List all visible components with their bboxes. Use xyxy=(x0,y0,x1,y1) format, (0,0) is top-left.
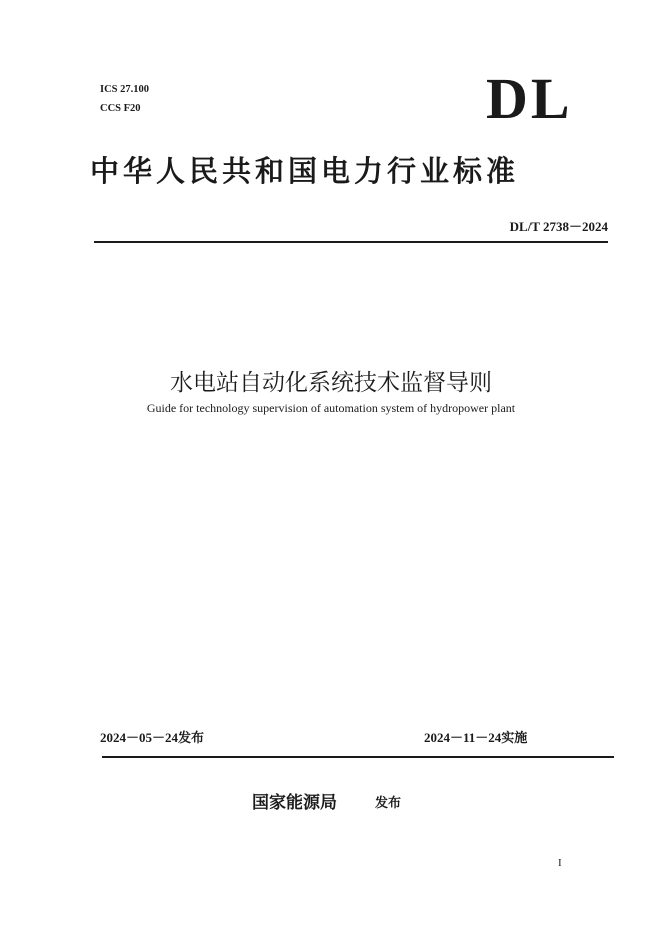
issuer-name: 国家能源局 xyxy=(252,793,337,813)
standard-category-title: 中华人民共和国电力行业标准 xyxy=(90,154,520,188)
top-divider xyxy=(94,241,608,243)
dl-logo: DL xyxy=(486,66,573,131)
document-title-english: Guide for technology supervision of automation system of hydropower plant xyxy=(146,401,516,415)
standard-number: DL/T 2738－2024 xyxy=(509,219,608,234)
bottom-divider xyxy=(102,756,614,758)
issuer-action: 发布 xyxy=(375,796,402,811)
page-number: I xyxy=(558,857,562,869)
document-title-chinese: 水电站自动化系统技术监督导则 xyxy=(170,370,492,396)
classification-codes xyxy=(100,80,149,118)
publish-date: 2024－05－24发布 xyxy=(100,730,205,745)
implement-date: 2024－11－24实施 xyxy=(424,730,528,745)
ics-code: ICS 27.100 xyxy=(100,84,150,95)
ccs-code: CCS F20 xyxy=(100,103,141,114)
